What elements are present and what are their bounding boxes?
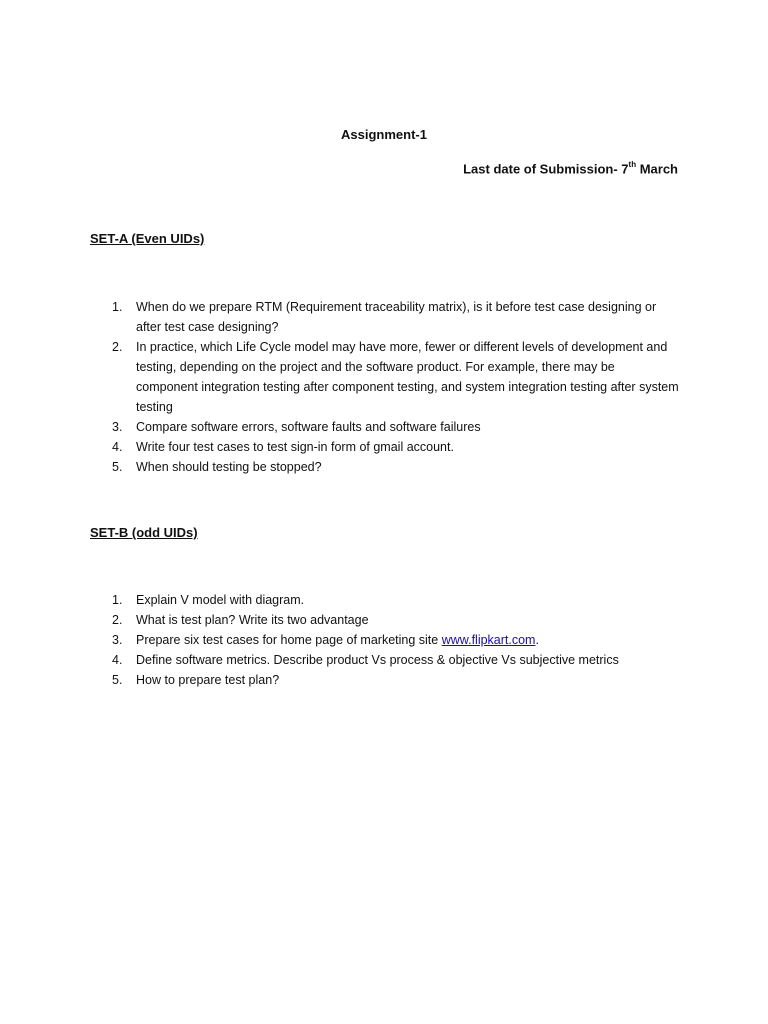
question-text: When do we prepare RTM (Requirement traceability matrix), is it before test case designing or after test case designing? [136,300,657,334]
set-a-question-5 [90,457,680,477]
question-text: When should testing be stopped? [136,460,322,474]
question-text: In practice, which Life Cycle model may have more, fewer or different levels of development and testing, depending on the project and the software product. For example, there may be component integration testing after component testing, and system integration testing after system testing [136,340,679,414]
deadline-superscript: th [628,160,637,169]
set-a-question-4 [90,437,680,457]
question-text: Define software metrics. Describe product Vs process & objective Vs subjective metrics [136,653,619,667]
question-number: 2. [112,340,123,354]
set-b-question-3 [90,630,680,650]
deadline-prefix: Last date of Submission- 7 [463,161,629,177]
deadline-suffix: March [636,161,678,177]
set-a-heading: SET-A (Even UIDs) [90,231,205,246]
set-b-question-1 [90,590,680,610]
question-text: Write four test cases to test sign-in form of gmail account. [136,440,454,454]
submission-deadline [463,161,678,176]
question-text: Compare software errors, software faults and software failures [136,420,481,434]
question-text-after-link: . [535,633,539,647]
set-a-question-3 [90,417,680,437]
question-text: What is test plan? Write its two advantage [136,613,369,627]
set-b-question-5 [90,670,680,690]
set-b-question-list [90,590,680,690]
set-b-question-2 [90,610,680,630]
question-number: 5. [112,460,123,474]
question-number: 1. [112,300,123,314]
question-text: Explain V model with diagram. [136,593,305,607]
set-a-question-list [90,297,680,477]
question-number: 3. [112,420,123,434]
question-number: 1. [112,593,123,607]
question-number: 4. [112,440,123,454]
question-text-before-link: Prepare six test cases for home page of marketing site [136,633,442,647]
flipkart-link[interactable]: www.flipkart.com [441,633,536,647]
set-a-question-1 [90,297,680,337]
set-b-question-4 [90,650,680,670]
set-a-question-2 [90,337,680,417]
set-b-heading: SET-B (odd UIDs) [90,525,198,540]
question-number: 5. [112,673,123,687]
assignment-title: Assignment-1 [341,127,427,142]
question-number: 4. [112,653,123,667]
question-number: 3. [112,633,123,647]
question-number: 2. [112,613,123,627]
question-text: How to prepare test plan? [136,673,280,687]
